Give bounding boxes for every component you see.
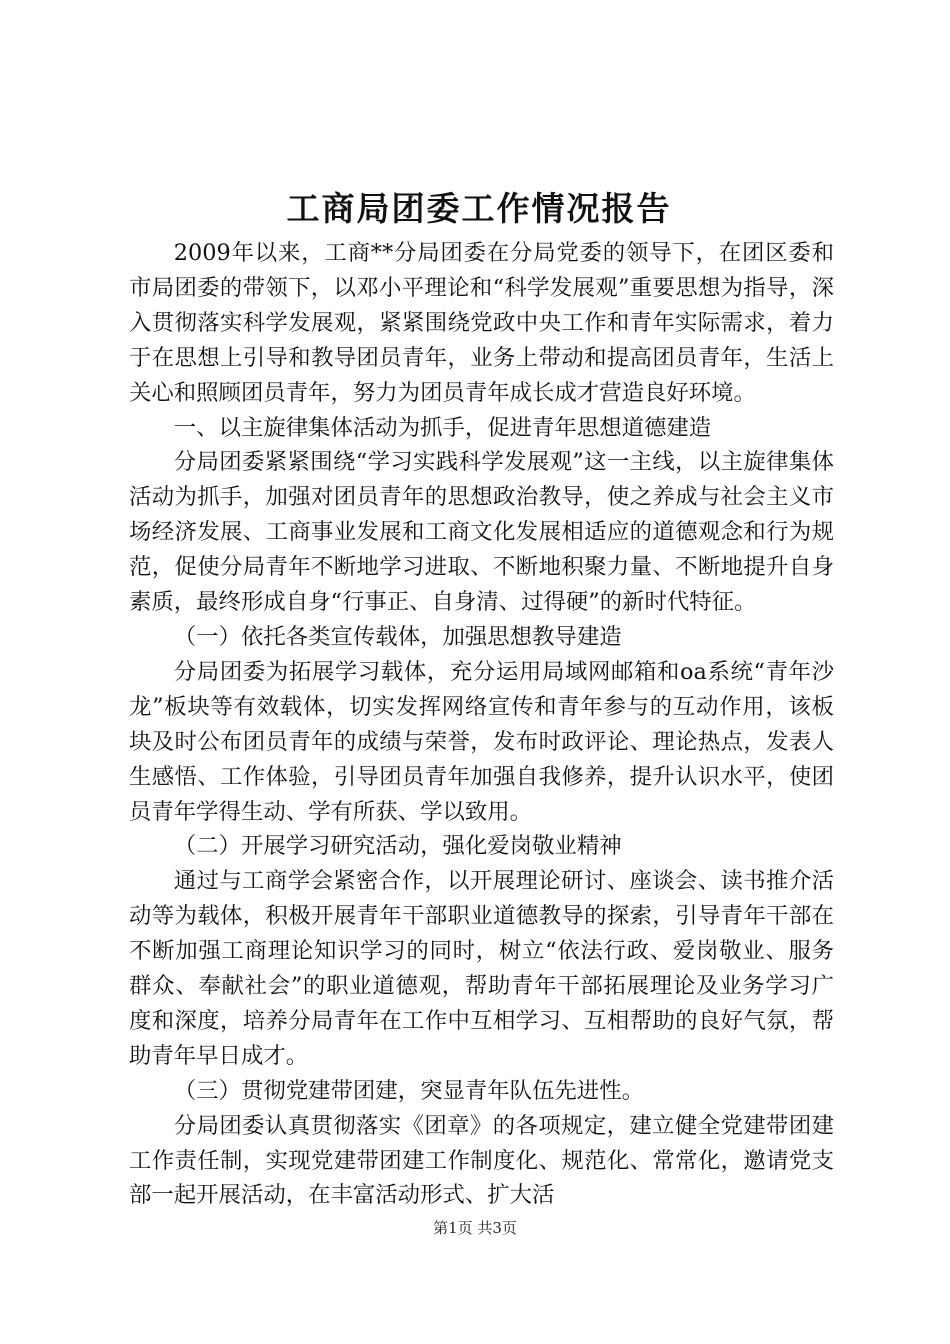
paragraph-section-1: 分局团委紧紧围绕“学习实践科学发展观”这一主线，以主旋律集体活动为抓手，加强对团员青年的思想政治教导，使之养成与社会主义市场经济发展、工商事业发展和工商文化发展相适应的道德观念和行为规范，促使分局青年不断地学习进取、不断地积聚力量、不断地提升自身素质，最终形成自身“行事正、自身清、过得硬”的新时代特征。 — [129, 449, 834, 616]
subsection-heading-1: （一）依托各类宣传载体，加强思想教导建造 — [173, 623, 622, 650]
document-body — [129, 236, 834, 1213]
paragraph-intro: 2009年以来，工商**分局团委在分局党委的领导下，在团区委和市局团委的带领下，以邓小平理论和“科学发展观”重要思想为指导，深入贯彻落实科学发展观，紧紧围绕党政中央工作和青年实际需求，着力于在思想上引导和教导团员青年，业务上带动和提高团员青年，生活上关心和照顾团员青年，努力为团员青年成长成才营造良好环境。 — [129, 240, 834, 406]
subsection-heading-2: （二）开展学习研究活动，强化爱岗敬业精神 — [173, 833, 622, 860]
page-footer: 第1页 共3页 — [433, 1219, 517, 1237]
paragraph-subsection-1: 分局团委为拓展学习载体，充分运用局域网邮箱和oa系统“青年沙龙”板块等有效载体，切实发挥网络宣传和青年参与的互动作用，该板块及时公布团员青年的成绩与荣誉，发布时政评论、理论热点，发表人生感悟、工作体验，引导团员青年加强自我修养，提升认识水平，使团员青年学得生动、学有所获、学以致用。 — [129, 658, 834, 825]
paragraph-subsection-3: 分局团委认真贯彻落实《团章》的各项规定，建立健全党建带团建工作责任制，实现党建带团建工作制度化、规范化、常常化，邀请党支部一起开展活动，在丰富活动形式、扩大活 — [129, 1112, 834, 1209]
document-title: 工商局团委工作情况报告 — [286, 189, 672, 228]
paragraph-subsection-2: 通过与工商学会紧密合作，以开展理论研讨、座谈会、读书推介活动等为载体，积极开展青年干部职业道德教导的探索，引导青年干部在不断加强工商理论知识学习的同时，树立“依法行政、爱岗敬业、服务群众、奉献社会”的职业道德观，帮助青年干部拓展理论及业务学习广度和深度，培养分局青年在工作中互相学习、互相帮助的良好气氛，帮助青年早日成才。 — [129, 868, 834, 1069]
subsection-heading-3: （三）贯彻党建带团建，突显青年队伍先进性。 — [173, 1077, 644, 1104]
section-heading-1: 一、以主旋律集体活动为抓手，促进青年思想道德建造 — [173, 414, 712, 441]
